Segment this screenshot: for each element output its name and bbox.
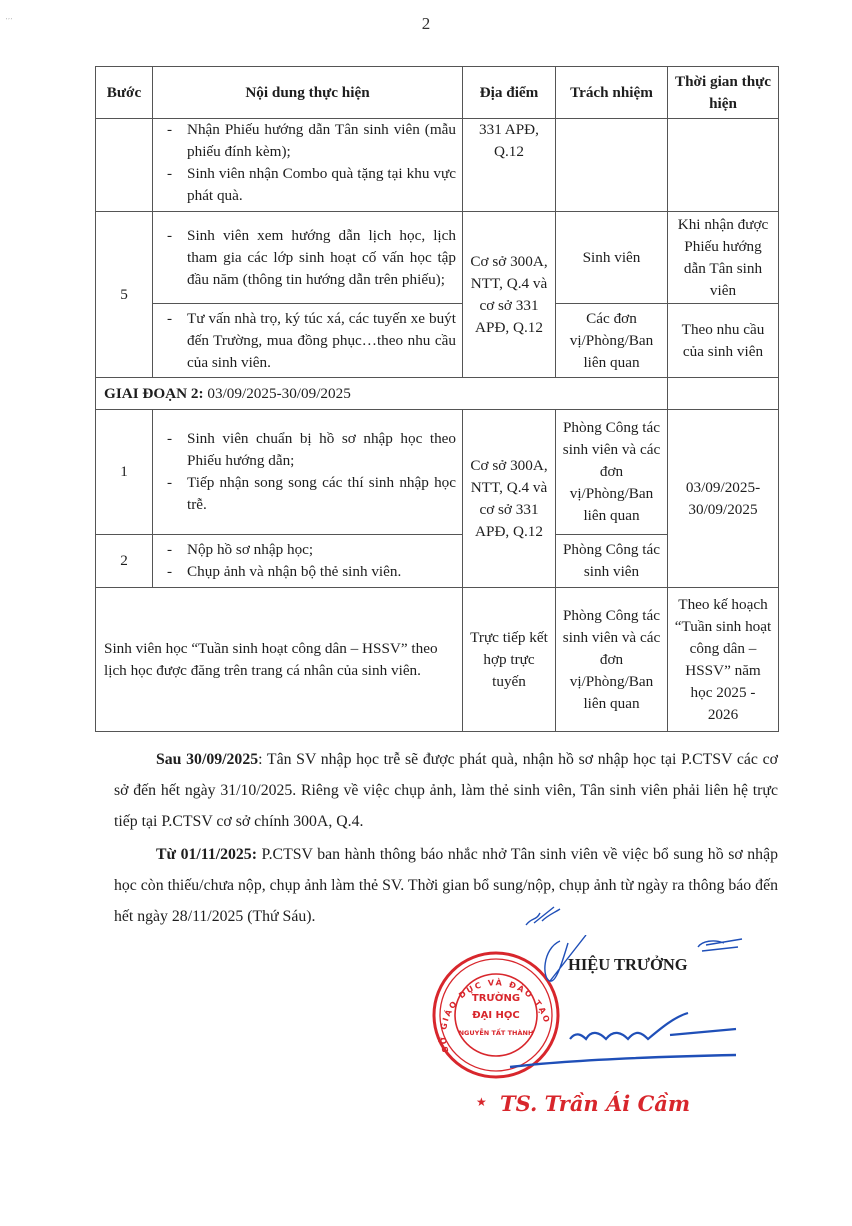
- list-item: - Tiếp nhận song song các thí sinh nhập học trễ.: [165, 472, 456, 516]
- responsibility-cell: Sinh viên: [556, 212, 668, 304]
- note-text: : Tân SV nhập học trễ sẽ được phát quà, nhận hồ sơ nhập học tại P.CTSV các cơ sở đến hết ngày 31/10/2025. Riêng về việc chụp ảnh, làm thẻ sinh viên, Tân sinh viên phải liên hệ trực tiếp tại P.CTSV cơ sở chính 300A, Q.4.: [114, 751, 778, 830]
- responsibility-cell: [556, 119, 668, 212]
- phase-label: GIAI ĐOẠN 2:: [104, 384, 204, 402]
- principal-title: HIỆU TRƯỞNG: [568, 955, 688, 974]
- header-content: Nội dung thực hiện: [153, 67, 463, 119]
- content-cell: Sinh viên học “Tuần sinh hoạt công dân – HSSV” theo lịch học được đăng trên trang cá nhân của sinh viên.: [96, 588, 463, 732]
- content-cell: [153, 304, 463, 378]
- header-time: Thời gian thực hiện: [668, 67, 779, 119]
- list-item: - Sinh viên nhận Combo quà tặng tại khu vực phát quà.: [165, 163, 456, 207]
- list-item: - Nộp hồ sơ nhập học;: [165, 539, 456, 561]
- phase-heading: [96, 378, 668, 410]
- page-number: 2: [421, 14, 431, 33]
- note-lead: Từ 01/11/2025:: [156, 846, 257, 863]
- responsibility-cell: Phòng Công tác sinh viên: [556, 535, 668, 588]
- time-cell: Theo kế hoạch “Tuần sinh hoạt công dân – HSSV” năm học 2025 - 2026: [668, 588, 779, 732]
- responsibility-cell: Phòng Công tác sinh viên và các đơn vị/Phòng/Ban liên quan: [556, 588, 668, 732]
- table-row: [96, 212, 779, 304]
- time-cell: Khi nhận được Phiếu hướng dẫn Tân sinh viên: [668, 212, 779, 304]
- place-cell: 331 APĐ, Q.12: [463, 119, 556, 212]
- header-responsibility: Trách nhiệm: [556, 67, 668, 119]
- note-after-deadline: [114, 744, 778, 837]
- responsibility-cell: Phòng Công tác sinh viên và các đơn vị/Phòng/Ban liên quan: [556, 410, 668, 535]
- time-cell: 03/09/2025-30/09/2025: [668, 410, 779, 588]
- header-step: Bước: [96, 67, 153, 119]
- place-cell: Cơ sở 300A, NTT, Q.4 và cơ sở 331 APĐ, Q.12: [463, 212, 556, 378]
- stamp-inner-line: TRƯỜNG: [471, 993, 521, 1004]
- phase-row: [96, 378, 779, 410]
- step-cell: [96, 119, 153, 212]
- time-cell: Theo nhu cầu của sinh viên: [668, 304, 779, 378]
- phase-dates: 03/09/2025-30/09/2025: [203, 384, 351, 402]
- signer-name: TS. Trần Ái Cầm: [500, 1091, 691, 1116]
- note-lead: Sau 30/09/2025: [156, 751, 259, 768]
- place-cell: Cơ sở 300A, NTT, Q.4 và cơ sở 331 APĐ, Q.12: [463, 410, 556, 588]
- list-item: - Sinh viên chuẩn bị hồ sơ nhập học theo Phiếu hướng dẫn;: [165, 428, 456, 472]
- stamp-outer-text: SỞ GIÁO DỤC VÀ ĐÀO TẠO: [438, 978, 552, 1054]
- table-row: [96, 588, 779, 732]
- stamp-star-icon: ★: [476, 1095, 487, 1109]
- table-row: [96, 410, 779, 535]
- list-item: - Nhận Phiếu hướng dẫn Tân sinh viên (mẫu phiếu đính kèm);: [165, 119, 456, 163]
- content-cell: [153, 212, 463, 304]
- scan-marks: ′′′: [6, 18, 13, 24]
- initials-mark: [524, 903, 564, 929]
- signature-block: [430, 935, 760, 1135]
- content-cell: [153, 410, 463, 535]
- place-cell: Trực tiếp kết hợp trực tuyến: [463, 588, 556, 732]
- enrollment-plan-table: [95, 66, 779, 732]
- step-cell: 5: [96, 212, 153, 378]
- list-item: - Chụp ảnh và nhận bộ thẻ sinh viên.: [165, 561, 456, 583]
- content-cell: [153, 535, 463, 588]
- table-row: [96, 304, 779, 378]
- step-cell: 1: [96, 410, 153, 535]
- table-header-row: [96, 67, 779, 119]
- time-cell: [668, 119, 779, 212]
- official-stamp: [430, 943, 564, 1083]
- note-from-november: [114, 839, 778, 932]
- step-cell: 2: [96, 535, 153, 588]
- list-item: - Tư vấn nhà trọ, ký túc xá, các tuyến xe buýt đến Trường, mua đồng phục…theo nhu cầu của sinh viên.: [165, 308, 456, 374]
- table-row: [96, 119, 779, 212]
- note-text: P.CTSV ban hành thông báo nhắc nhở Tân sinh viên về việc bổ sung hồ sơ nhập học còn thiếu/chưa nộp, chụp ảnh làm thẻ SV. Thời gian bổ sung/nộp, chụp ảnh từ ngày ra thông báo đến hết ngày 28/11/2025 (Thứ Sáu).: [114, 846, 778, 925]
- stamp-inner-line: ĐẠI HỌC: [472, 1010, 520, 1021]
- responsibility-cell: Các đơn vị/Phòng/Ban liên quan: [556, 304, 668, 378]
- list-item: - Sinh viên xem hướng dẫn lịch học, lịch tham gia các lớp sinh hoạt cố vấn học tập đầu năm (thông tin hướng dẫn trên phiếu);: [165, 225, 456, 291]
- stamp-inner-line: NGUYỄN TẤT THÀNH: [458, 1029, 534, 1037]
- header-place: Địa điểm: [463, 67, 556, 119]
- content-cell: [153, 119, 463, 212]
- time-cell: [668, 378, 779, 410]
